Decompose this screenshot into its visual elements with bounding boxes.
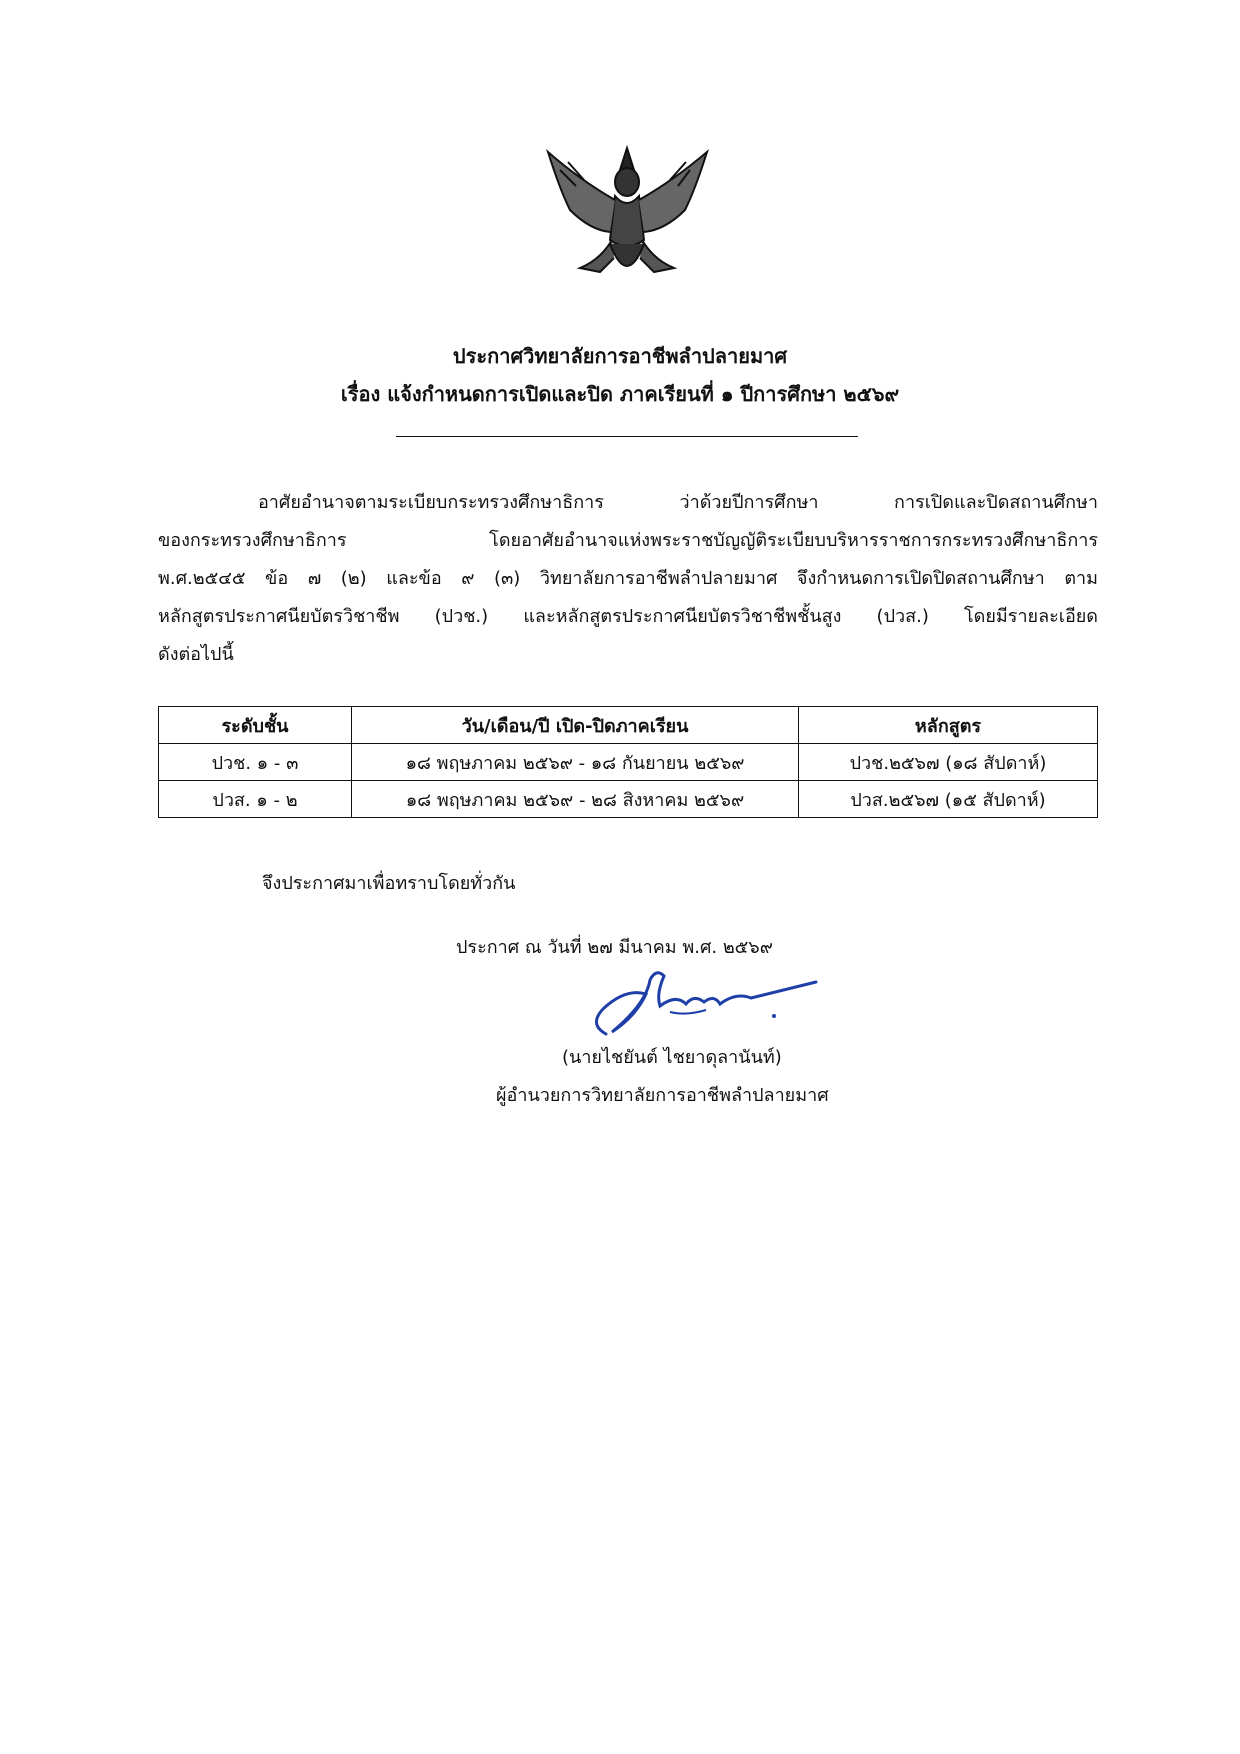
body-paragraph-line-4: หลักสูตรประกาศนียบัตรวิชาชีพ (ปวช.) และหลักสูตรประกาศนียบัตรวิชาชีพชั้นสูง (ปวส.) โดยมีรายละเอียด (158, 606, 1098, 627)
table-header-row (159, 707, 1098, 744)
body-paragraph-line-1: อาศัยอำนาจตามระเบียบกระทรวงศึกษาธิการ ว่าด้วยปีการศึกษา การเปิดและปิดสถานศึกษา (258, 492, 1098, 513)
cell-level: ปวช. ๑ - ๓ (159, 744, 352, 781)
announcement-title: ประกาศวิทยาลัยการอาชีพลำปลายมาศ (452, 344, 788, 368)
title-divider (396, 436, 858, 437)
table-row (159, 744, 1098, 781)
table-row (159, 781, 1098, 818)
signature (586, 964, 826, 1042)
cell-curriculum: ปวส.๒๕๖๗ (๑๕ สัปดาห์) (799, 781, 1098, 818)
body-paragraph-line-5: ดังต่อไปนี้ (158, 644, 234, 665)
body-paragraph-line-3: พ.ศ.๒๕๔๕ ข้อ ๗ (๒) และข้อ ๙ (๓) วิทยาลัยการอาชีพลำปลายมาศ จึงกำหนดการเปิดปิดสถานศึกษา ตาม (158, 568, 1098, 589)
garuda-emblem (540, 140, 715, 288)
cell-dates: ๑๘ พฤษภาคม ๒๕๖๙ - ๑๘ กันยายน ๒๕๖๙ (352, 744, 799, 781)
signer-name: (นายไชยันต์ ไชยาดุลานันท์) (562, 1047, 782, 1068)
signer-title: ผู้อำนวยการวิทยาลัยการอาชีพลำปลายมาศ (496, 1085, 829, 1106)
header-dates: วัน/เดือน/ปี เปิด-ปิดภาคเรียน (352, 707, 799, 744)
closing-statement: จึงประกาศมาเพื่อทราบโดยทั่วกัน (262, 873, 516, 894)
header-curriculum: หลักสูตร (799, 707, 1098, 744)
body-paragraph-line-2: ของกระทรวงศึกษาธิการ โดยอาศัยอำนาจแห่งพระราชบัญญัติระเบียบบริหารราชการกระทรวงศึกษาธิการ (158, 530, 1098, 551)
cell-curriculum: ปวช.๒๕๖๗ (๑๘ สัปดาห์) (799, 744, 1098, 781)
header-level: ระดับชั้น (159, 707, 352, 744)
cell-level: ปวส. ๑ - ๒ (159, 781, 352, 818)
announcement-date: ประกาศ ณ วันที่ ๒๗ มีนาคม พ.ศ. ๒๕๖๙ (456, 937, 773, 958)
semester-schedule-table (158, 706, 1098, 818)
announcement-subject: เรื่อง แจ้งกำหนดการเปิดและปิด ภาคเรียนที่ ๑ ปีการศึกษา ๒๕๖๙ (340, 382, 900, 406)
cell-dates: ๑๘ พฤษภาคม ๒๕๖๙ - ๒๘ สิงหาคม ๒๕๖๙ (352, 781, 799, 818)
